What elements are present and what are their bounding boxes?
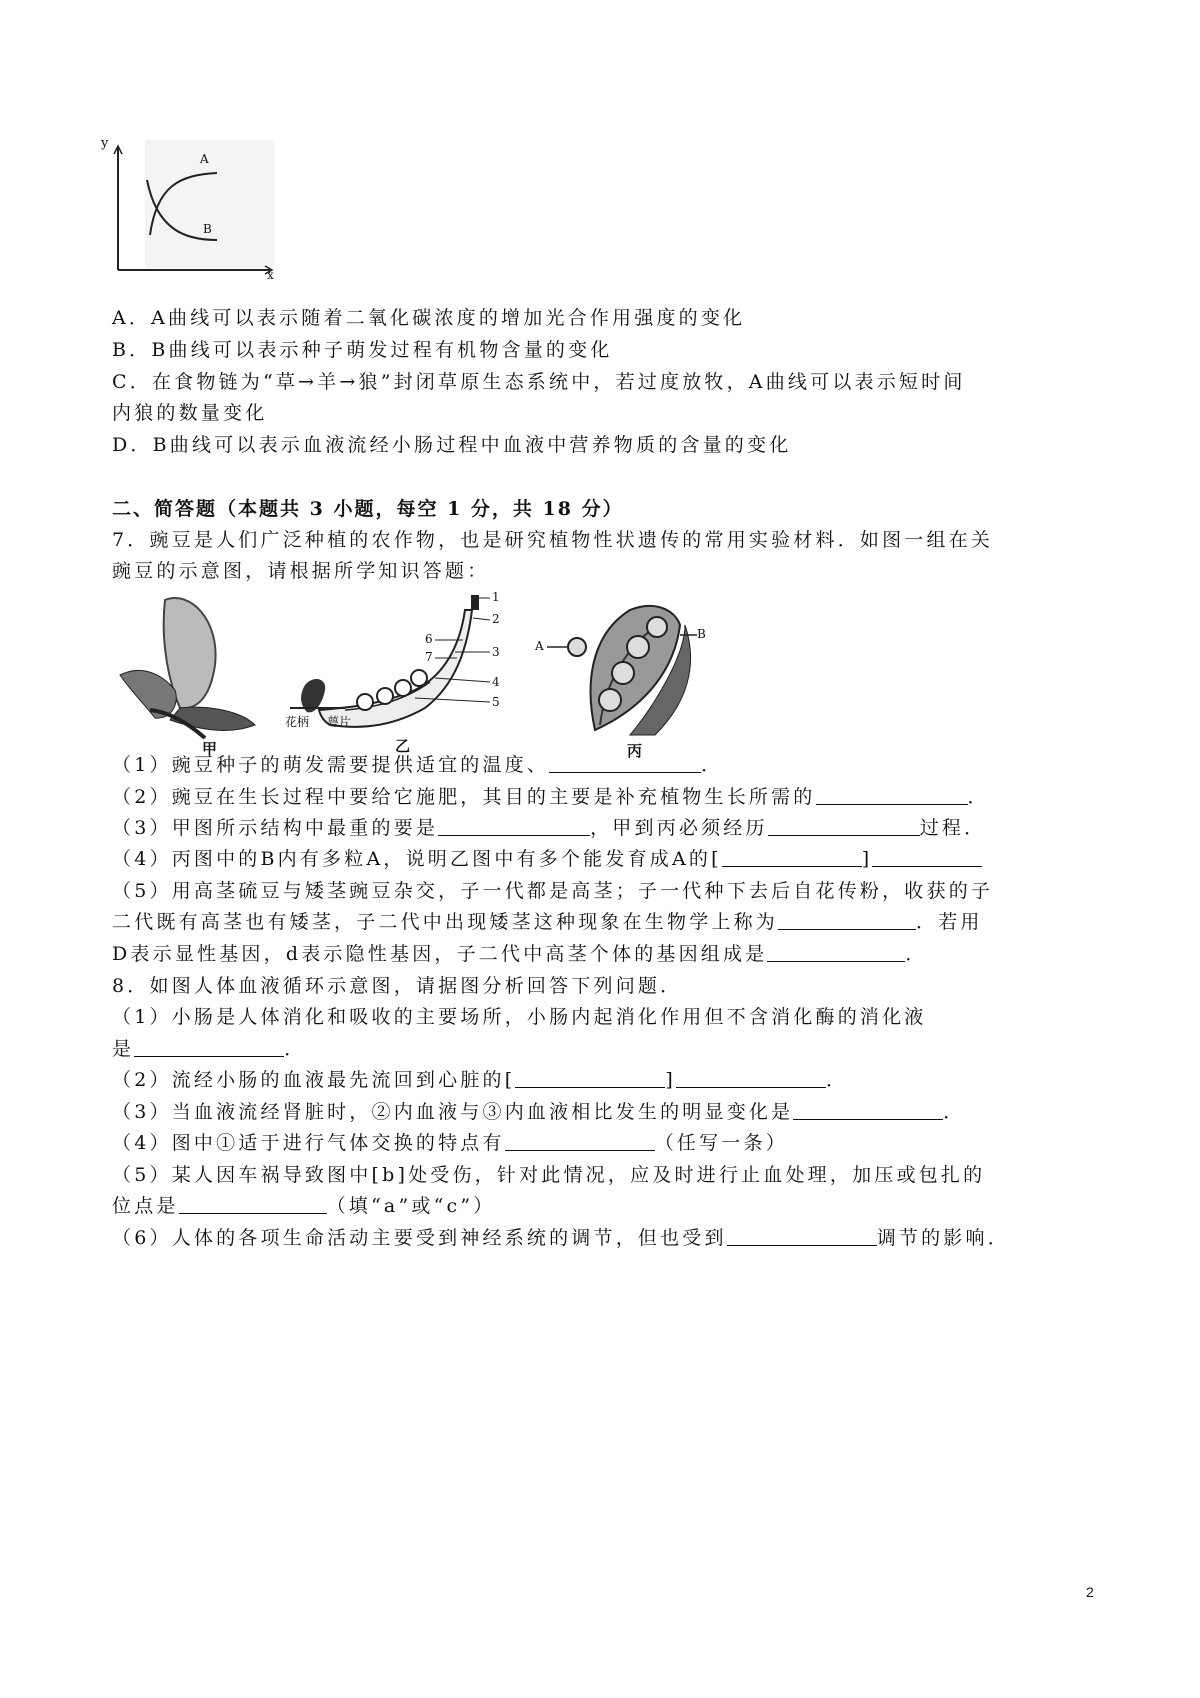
label-7: 7 [425, 650, 433, 664]
curve-a-label: A [200, 152, 209, 166]
answer-blank[interactable] [816, 784, 968, 805]
q8-intro: 8．如图人体血液循环示意图，请据图分析回答下列问题． [112, 975, 683, 997]
q8-s4 [112, 1130, 788, 1156]
q7-s3-mid: ，甲到丙必须经历 [590, 817, 768, 839]
option-d: D．B曲线可以表示血液流经小肠过程中血液中营养物质的含量的变化 [112, 434, 792, 456]
q7-s1-text: （1）豌豆种子的萌发需要提供适宜的温度、 [112, 754, 550, 776]
q7-s3-end: 过程． [919, 817, 987, 839]
q7-s4-text: （4）丙图中的B内有多粒A，说明乙图中有多个能发育成A的[ [112, 848, 722, 870]
q7-s2-text: （2）豌豆在生长过程中要给它施肥，其目的主要是补充植物生长所需的 [112, 786, 816, 808]
q7-s5-text2: D表示显性基因，d表示隐性基因，子二代中高茎个体的基因组成是 [112, 943, 768, 965]
q7-s5-end: ． [905, 943, 928, 965]
answer-blank[interactable] [134, 1036, 284, 1057]
q8-s3-text: （3）当血液流经肾脏时，②内血液与③内血液相比发生的明显变化是 [112, 1101, 794, 1123]
q7-s5-text: 二代既有高茎也有矮茎，子二代中出现矮茎这种现象在生物学上称为 [112, 911, 779, 933]
q7-intro-line1: 7．豌豆是人们广泛种植的农作物，也是研究植物性状遗传的常用实验材料．如图一组在关 [112, 529, 994, 551]
answer-blank[interactable] [768, 815, 920, 836]
q7-s2-end: ． [967, 786, 990, 808]
q8-s5-text: 位点是 [112, 1195, 179, 1217]
figure-jia-label: 甲 [202, 740, 218, 758]
q7-intro-line2: 豌豆的示意图，请根据所学知识答题： [112, 560, 490, 582]
q8-s6-text: （6）人体的各项生命活动主要受到神经系统的调节，但也受到 [112, 1227, 727, 1249]
q7-s5-line2 [112, 909, 983, 935]
answer-blank[interactable] [515, 1067, 665, 1088]
answer-blank[interactable] [722, 846, 862, 867]
q7-s5-line1: （5）用高茎硫豆与矮茎豌豆杂交，子一代都是高茎；子一代种下去后自花传粉，收获的子 [112, 880, 994, 902]
label-6: 6 [425, 632, 433, 646]
q7-s1 [112, 752, 723, 778]
option-a: A．A曲线可以表示随着二氧化碳浓度的增加光合作用强度的变化 [112, 307, 746, 329]
q8-s2-end: ． [825, 1069, 849, 1091]
answer-blank[interactable] [793, 1099, 943, 1120]
pea-pistil-figure [285, 590, 510, 755]
q7-s4-bracket: ] [861, 848, 873, 870]
q8-s2-bracket: ] [665, 1069, 676, 1091]
q8-s2-text: （2）流经小肠的血液最先流回到心脏的[ [112, 1069, 516, 1091]
option-c: C．在食物链为“草→羊→狼”封闭草原生态系统中，若过度放牧，A曲线可以表示短时间 [112, 371, 966, 393]
label-epian: 萼片 [327, 715, 352, 729]
curve-graph [101, 136, 275, 282]
pea-flower-figure [110, 590, 260, 758]
q7-s3-text: （3）甲图所示结构中最重的要是 [112, 817, 439, 839]
q8-s1-line2 [112, 1036, 306, 1062]
answer-blank[interactable] [179, 1193, 327, 1214]
label-4: 4 [492, 675, 500, 689]
answer-blank[interactable] [505, 1130, 655, 1151]
q8-s6 [112, 1225, 1010, 1251]
q8-s4-end: （任写一条） [654, 1132, 788, 1154]
q8-s3-end: ． [943, 1101, 966, 1123]
graph-x-label: x [267, 268, 274, 282]
option-c-cont: 内狼的数量变化 [112, 402, 268, 424]
q7-s5-line3 [112, 941, 928, 967]
label-B: B [697, 627, 706, 641]
q8-s1-text: 是 [112, 1038, 135, 1060]
q7-s3 [112, 815, 986, 841]
answer-blank[interactable] [872, 846, 982, 867]
label-A: A [535, 639, 544, 653]
answer-blank[interactable] [727, 1225, 877, 1246]
page-number: 2 [1086, 1584, 1094, 1600]
label-huabing: 花柄 [285, 715, 310, 729]
answer-blank[interactable] [549, 752, 701, 773]
label-3: 3 [492, 645, 500, 659]
section-title: 二、简答题（本题共 3 小题，每空 1 分，共 18 分） [112, 498, 624, 520]
q8-s1-line1: （1）小肠是人体消化和吸收的主要场所，小肠内起消化作用但不含消化酶的消化液 [112, 1006, 927, 1028]
answer-blank[interactable] [438, 815, 590, 836]
q8-s3 [112, 1099, 966, 1125]
answer-blank[interactable] [676, 1067, 826, 1088]
option-b: B．B曲线可以表示种子萌发过程有机物含量的变化 [112, 339, 613, 361]
q8-s6-end: 调节的影响． [876, 1227, 1010, 1249]
label-1: 1 [492, 590, 500, 604]
q8-s5-line1: （5）某人因车祸导致图中[b]处受伤，针对此情况，应及时进行止血处理，加压或包扎的 [112, 1164, 986, 1186]
curve-b-label: B [203, 222, 212, 236]
label-2: 2 [492, 612, 500, 626]
q8-s2 [112, 1067, 848, 1093]
figure-bing-label: 丙 [627, 742, 643, 760]
label-5: 5 [492, 695, 500, 709]
answer-blank[interactable] [767, 941, 905, 962]
q7-s1-end: ． [701, 754, 724, 776]
graph-y-label: y [101, 136, 109, 151]
q7-s2 [112, 784, 990, 810]
q8-s4-text: （4）图中①适于进行气体交换的特点有 [112, 1132, 505, 1154]
q7-s4 [112, 846, 982, 872]
pea-pod-figure [535, 595, 706, 760]
q8-s1-end: ． [284, 1038, 307, 1060]
answer-blank[interactable] [778, 909, 916, 930]
q8-s5-line2 [112, 1193, 495, 1219]
figure-yi-label: 乙 [395, 737, 411, 755]
q7-s5-mid: ．若用 [916, 911, 983, 933]
q8-s5-end: （填“a”或“c”） [326, 1195, 496, 1217]
